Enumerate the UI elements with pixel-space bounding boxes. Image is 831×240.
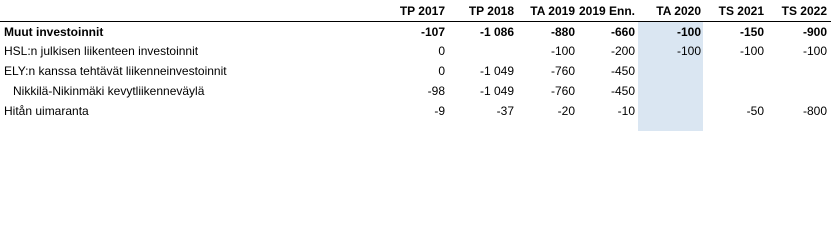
cell-ts-2021 — [705, 81, 764, 101]
cell-tp-2017: -98 — [427, 84, 445, 98]
cell-2019-enn: -660 — [610, 25, 635, 39]
table-row-muut-investoinnit — [0, 22, 831, 42]
row-label: Muut investoinnit — [4, 25, 104, 39]
cell-ta-2019: -20 — [557, 104, 575, 118]
row-label: Nikkilä-Nikinmäki kevytliikenneväylä — [13, 84, 205, 98]
cell-tp-2017: -9 — [434, 104, 445, 118]
cell-ts-2022: -800 — [802, 104, 827, 118]
cell-tp-2018: -1 049 — [479, 84, 514, 98]
cell-tp-2017: -107 — [420, 25, 445, 39]
column-header-tp-2018: TP 2018 — [468, 4, 514, 18]
column-header-2019-enn: 2019 Enn. — [578, 4, 635, 18]
header-row — [0, 1, 831, 21]
cell-ts-2022 — [765, 61, 827, 81]
cell-2019-enn: -10 — [617, 104, 635, 118]
cell-ta-2019: -760 — [550, 84, 575, 98]
table-row-nikkila-nikinmaki — [0, 81, 831, 101]
column-header-ta-2020: TA 2020 — [656, 4, 701, 18]
cell-ta-2019: -100 — [550, 44, 575, 58]
cell-2019-enn: -450 — [610, 84, 635, 98]
cell-2019-enn: -450 — [610, 64, 635, 78]
cell-ts-2021: -150 — [739, 25, 764, 39]
column-header-ts-2022: TS 2022 — [781, 4, 827, 18]
cell-tp-2018: -37 — [496, 104, 514, 118]
row-label: ELY:n kanssa tehtävät liikenneinvestoinnit — [4, 64, 227, 78]
cell-2019-enn: -200 — [610, 44, 635, 58]
table-row-hsl-investoinnit — [0, 41, 831, 61]
cell-ta-2020 — [640, 101, 701, 121]
cell-tp-2018: -1 049 — [479, 64, 514, 78]
cell-ts-2021: -100 — [739, 44, 764, 58]
column-header-ts-2021: TS 2021 — [718, 4, 764, 18]
cell-ts-2022: -100 — [802, 44, 827, 58]
cell-tp-2018 — [455, 41, 514, 61]
cell-tp-2017: 0 — [438, 44, 445, 58]
row-label: Hitån uimaranta — [4, 104, 89, 118]
cell-ta-2020 — [640, 81, 701, 101]
cell-ta-2020 — [640, 61, 701, 81]
cell-ts-2022 — [765, 81, 827, 101]
table-row-hitan-uimaranta — [0, 101, 831, 121]
cell-ts-2021 — [705, 61, 764, 81]
column-header-ta-2019: TA 2019 — [530, 4, 575, 18]
column-header-tp-2017: TP 2017 — [399, 4, 445, 18]
row-label: HSL:n julkisen liikenteen investoinnit — [4, 44, 199, 58]
cell-tp-2017: 0 — [438, 64, 445, 78]
table-row-ely-liikenneinvestoinnit — [0, 61, 831, 81]
cell-ts-2021: -50 — [746, 104, 764, 118]
cell-ta-2019: -880 — [550, 25, 575, 39]
cell-ta-2020: -100 — [676, 25, 701, 39]
cell-ts-2022: -900 — [802, 25, 827, 39]
cell-ta-2019: -760 — [550, 64, 575, 78]
cell-tp-2018: -1 086 — [479, 25, 514, 39]
cell-ta-2020: -100 — [676, 44, 701, 58]
